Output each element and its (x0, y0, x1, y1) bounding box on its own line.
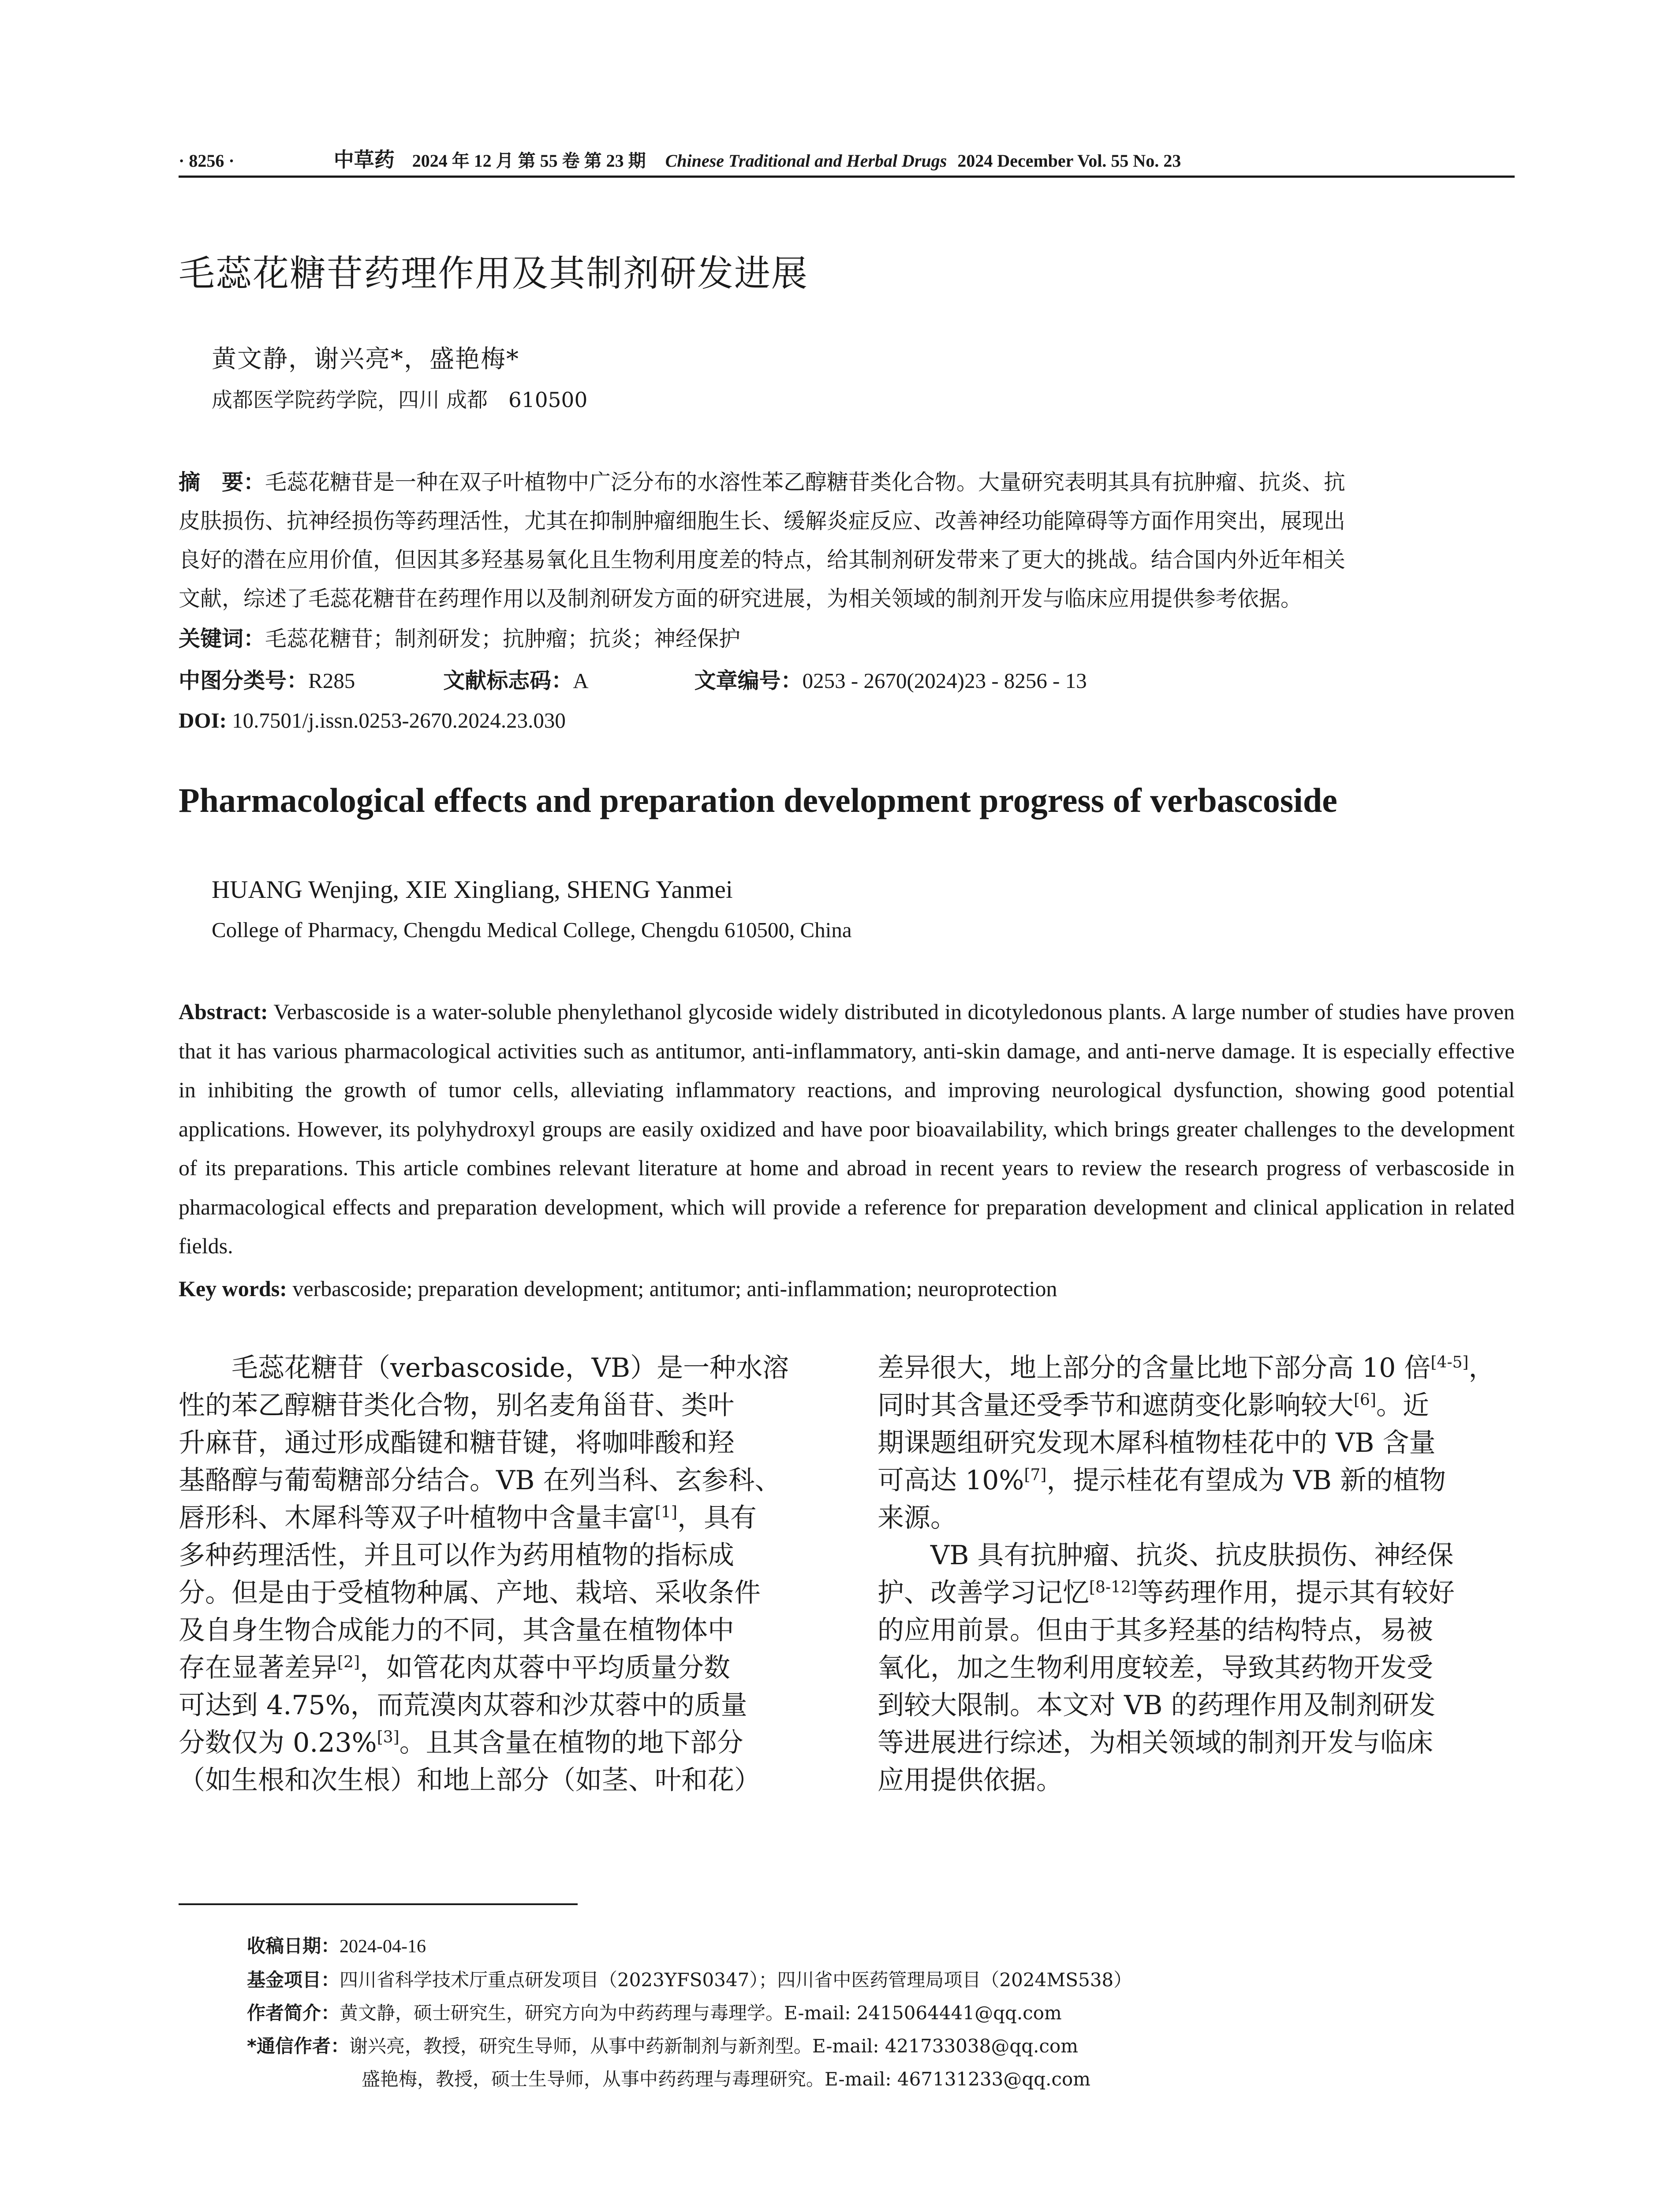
running-header (179, 144, 1515, 175)
body-line: 可达到 4.75%，而荒漠肉苁蓉和沙苁蓉中的质量 (179, 1690, 747, 1721)
body-line: VB 具有抗肿瘤、抗炎、抗皮肤损伤、神经保 (930, 1540, 1454, 1571)
journal-logo-cn: 中草药 (333, 149, 395, 171)
footnotes (247, 1929, 1132, 2096)
body-line: 来源。 (877, 1502, 957, 1533)
body-line: 等进展进行综述，为相关领域的制剂开发与临床 (877, 1727, 1433, 1758)
citation-ref[interactable]: [1] (655, 1503, 677, 1521)
keywords-en (179, 1276, 1057, 1301)
abstract-en-label: Abstract: (179, 999, 268, 1024)
body-line: 到较大限制。本文对 VB 的药理作用及制剂研发 (877, 1690, 1436, 1721)
citation-ref[interactable]: [4-5] (1430, 1353, 1469, 1372)
keywords-en-label: Key words: (179, 1276, 287, 1301)
body-column-right (877, 1349, 1512, 1799)
body-line: 氧化，加之生物利用度较差，导致其药物开发受 (877, 1652, 1433, 1683)
journal-name-en: Chinese Traditional and Herbal Drugs (665, 151, 947, 171)
body-line: 期课题组研究发现木犀科植物桂花中的 VB 含量 (877, 1428, 1436, 1458)
abstract-cn (179, 463, 1515, 618)
authors-en: HUANG Wenjing, XIE Xingliang, SHENG Yanmei (212, 876, 733, 904)
article-number-value: 0253 - 2670(2024)23 - 8256 - 13 (802, 669, 1087, 693)
footnote-corresponding-2: 盛艳梅，教授，硕士生导师，从事中药药理与毒理研究。E-mail: 467131233@qq.com (362, 2068, 1091, 2090)
abstract-en-text: Verbascoside is a water-soluble phenylethanol glycoside widely distributed in dicotyledonous plants. A large number of studies have proven that it has various pharmacological activities such as antitumor, anti-inflammatory, anti-skin damage, and anti-nerve damage. It is especially effective in inhibiting the growth of tumor cells, alleviating inflammatory reactions, and improving neurological dysfunction, showing good potential applications. However, its polyhydroxyl groups are easily oxidized and have poor bioavailability, which brings greater challenges to the development of its preparations. This article combines relevant literature at home and abroad in recent years to review the research progress of verbascoside in pharmacological effects and preparation development, which will provide a reference for preparation development and clinical application in related fields. (179, 999, 1515, 1258)
body-line: 护、改善学习记忆[8-12]等药理作用，提示其有较好 (877, 1577, 1455, 1608)
abstract-cn-label: 摘 要： (179, 470, 265, 495)
citation-ref[interactable]: [7] (1024, 1466, 1047, 1484)
body-line: 毛蕊花糖苷（verbascoside，VB）是一种水溶 (231, 1353, 789, 1383)
citation-ref[interactable]: [3] (377, 1728, 399, 1746)
body-line: 差异很大，地上部分的含量比地下部分高 10 倍[4-5]， (877, 1353, 1495, 1383)
citation-ref[interactable]: [2] (337, 1653, 360, 1671)
body-line: 分。但是由于受植物种属、产地、栽培、采收条件 (179, 1577, 761, 1608)
page-number: · 8256 · (179, 151, 235, 171)
body-line: 性的苯乙醇糖苷类化合物，别名麦角甾苷、类叶 (179, 1390, 734, 1421)
abstract-cn-line: 毛蕊花糖苷是一种在双子叶植物中广泛分布的水溶性苯乙醇糖苷类化合物。大量研究表明其具有抗肿瘤、抗炎、抗 (265, 470, 1346, 495)
affiliation-cn: 成都医学院药学院，四川 成都 610500 (212, 388, 588, 412)
body-line: 同时其含量还受季节和遮荫变化影响较大[6]。近 (877, 1390, 1429, 1421)
doi-label: DOI: (179, 708, 227, 733)
body-line: 多种药理活性，并且可以作为药用植物的指标成 (179, 1540, 734, 1571)
body-line: 基酪醇与葡萄糖部分结合。VB 在列当科、玄参科、 (179, 1465, 781, 1496)
doc-code-label: 文献标志码： (443, 668, 573, 693)
clc-label: 中图分类号： (179, 668, 309, 693)
body-line: （如生根和次生根）和地上部分（如茎、叶和花） (179, 1765, 761, 1796)
keywords-cn (179, 620, 740, 658)
article-title-cn: 毛蕊花糖苷药理作用及其制剂研发进展 (179, 253, 809, 295)
body-line: 存在显著差异[2]，如管花肉苁蓉中平均质量分数 (179, 1652, 730, 1683)
abstract-cn-line: 良好的潜在应用价值，但因其多羟基易氧化且生物利用度差的特点，给其制剂研发带来了更大的挑战。结合国内外近年相关 (179, 547, 1346, 572)
body-line: 唇形科、木犀科等双子叶植物中含量丰富[1]，具有 (179, 1502, 757, 1533)
citation-ref[interactable]: [6] (1354, 1391, 1376, 1409)
authors-cn: 黄文静，谢兴亮*，盛艳梅* (212, 345, 519, 374)
article-number-label: 文章编号： (694, 668, 803, 693)
footnote-author: 作者简介：黄文静，硕士研究生，研究方向为中药药理与毒理学。E-mail: 2415064441@qq.com (247, 2002, 1062, 2024)
body-line: 应用提供依据。 (877, 1765, 1063, 1796)
footnote-rule (179, 1903, 578, 1905)
classification-line (179, 662, 1087, 700)
keywords-en-text: verbascoside; preparation development; antitumor; anti-inflammation; neuroprotection (292, 1276, 1057, 1301)
footnote-fund: 基金项目：四川省科学技术厅重点研发项目（2023YFS0347）；四川省中医药管理局项目（2024MS538） (247, 1969, 1132, 1991)
body-line: 及自身生物合成能力的不同，其含量在植物体中 (179, 1615, 734, 1646)
body-line: 的应用前景。但由于其多羟基的结构特点，易被 (877, 1615, 1433, 1646)
doi-line (179, 701, 566, 740)
doi-value: 10.7501/j.issn.0253-2670.2024.23.030 (232, 708, 566, 733)
abstract-cn-line: 文献，综述了毛蕊花糖苷在药理作用以及制剂研发方面的研究进展，为相关领域的制剂开发与临床应用提供参考依据。 (179, 586, 1303, 611)
article-title-en: Pharmacological effects and preparation development progress of verbascoside (179, 781, 1337, 819)
keywords-cn-label: 关键词： (179, 626, 265, 651)
affiliation-en: College of Pharmacy, Chengdu Medical College, Chengdu 610500, China (212, 918, 852, 942)
citation-ref[interactable]: [8-12] (1089, 1578, 1137, 1596)
keywords-cn-text: 毛蕊花糖苷；制剂研发；抗肿瘤；抗炎；神经保护 (265, 626, 741, 651)
body-column-left (179, 1349, 814, 1799)
abstract-cn-line: 皮肤损伤、抗神经损伤等药理活性，尤其在抑制肿瘤细胞生长、缓解炎症反应、改善神经功能障碍等方面作用突出，展现出 (179, 508, 1346, 534)
body-line: 可高达 10%[7]，提示桂花有望成为 VB 新的植物 (877, 1465, 1446, 1496)
body-line: 升麻苷，通过形成酯键和糖苷键，将咖啡酸和羟 (179, 1428, 734, 1458)
clc-value: R285 (308, 669, 355, 693)
issue-info-en: 2024 December Vol. 55 No. 23 (957, 151, 1181, 171)
doc-code-value: A (573, 669, 589, 693)
abstract-en (179, 992, 1515, 1266)
footnote-received: 收稿日期：2024-04-16 (247, 1935, 426, 1957)
body-line: 分数仅为 0.23%[3]。且其含量在植物的地下部分 (179, 1727, 743, 1758)
footnote-corresponding: *通信作者：谢兴亮，教授，研究生导师，从事中药新制剂与新剂型。E-mail: 421733038@qq.com (247, 2035, 1079, 2057)
issue-info-cn: 2024 年 12 月 第 55 卷 第 23 期 (412, 151, 646, 171)
header-rule (179, 176, 1515, 178)
